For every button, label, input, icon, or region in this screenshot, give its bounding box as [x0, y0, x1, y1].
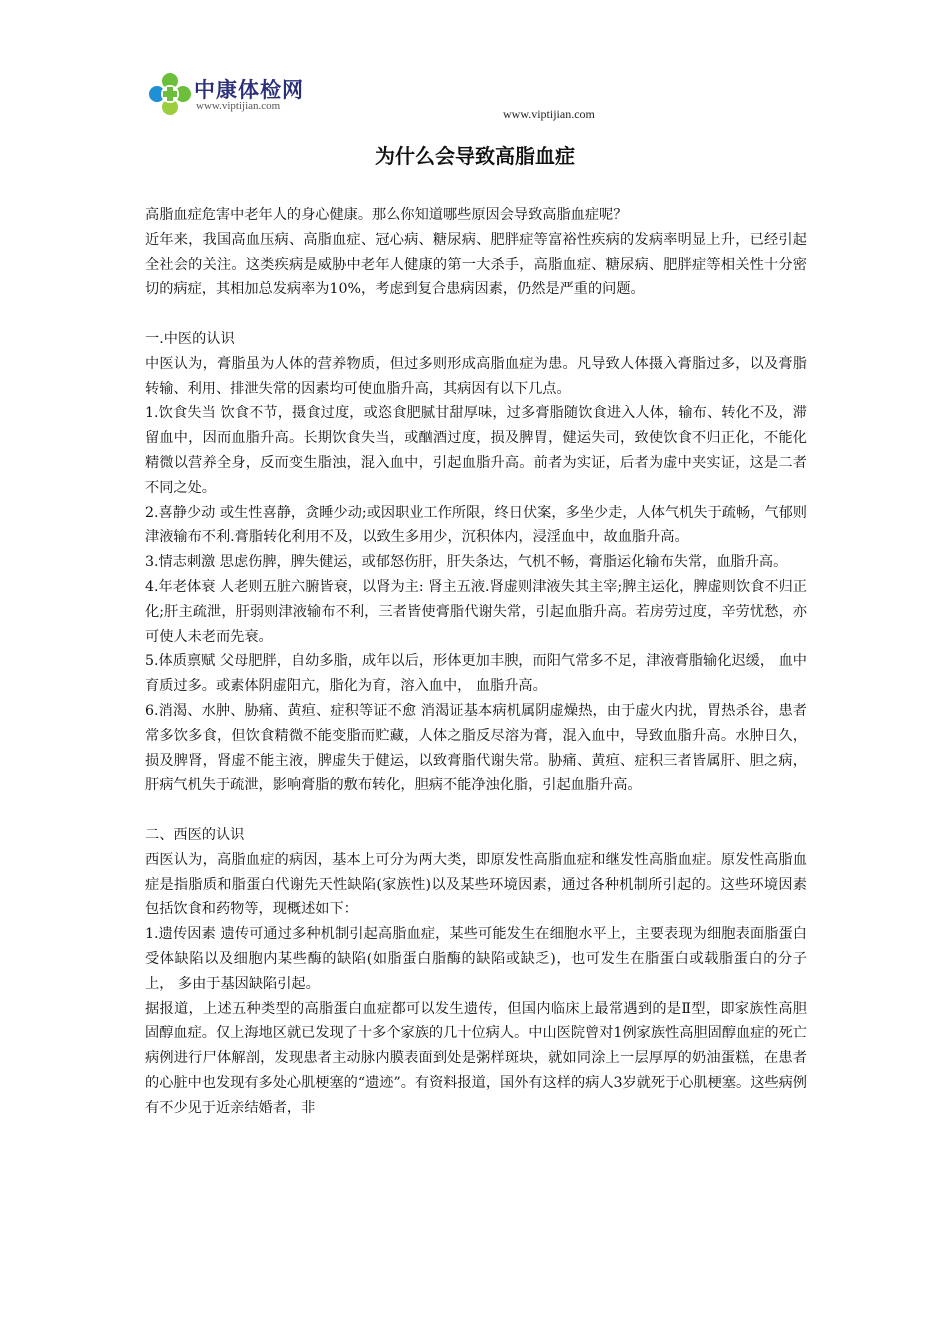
body-paragraph: 2.喜静少动 或生性喜静，贪睡少动;或因职业工作所限，终日伏案，多坐少走，人体气机失于疏畅，气郁则津液输布不利.膏脂转化利用不及，以致生多用少，沉积体内，浸淫血中，故血脂升高。: [145, 504, 807, 546]
logo-name: 中康体检网: [194, 78, 304, 102]
page-title: 为什么会导致高脂血症: [375, 144, 575, 169]
body-paragraph: 中医认为，膏脂虽为人体的营养物质，但过多则形成高脂血症为患。凡导致人体摄入膏脂过多，以及膏脂转输、利用、排泄失常的因素均可使血脂升高，其病因有以下几点。: [145, 355, 807, 397]
body-paragraph: 据报道，上述五种类型的高脂蛋白血症都可以发生遗传，但国内临床上最常遇到的是Ⅱ型，即家族性高胆固醇血症。仅上海地区就已发现了十多个家族的几十位病人。中山医院曾对1例家族性高胆固醇血症的死亡病例进行尸体解剖，发现患者主动脉内膜表面到处是粥样斑块，就如同涂上一层厚厚的奶油蛋糕，在患者的心脏中也发现有多处心肌梗塞的“遗迹”。有资料报道，国外有这样的病人3岁就死于心肌梗塞。这些病例有不少见于近亲结婚者，非: [145, 1000, 807, 1116]
clover-cross-icon: [148, 72, 192, 116]
body-paragraph: 1.遗传因素 遗传可通过多种机制引起高脂血症，某些可能发生在细胞水平上，主要表现为细胞表面脂蛋白受体缺陷以及细胞内某些酶的缺陷(如脂蛋白脂酶的缺陷或缺乏)，也可发生在脂蛋白或载脂蛋白的分子上， 多由于基因缺陷引起。: [145, 926, 807, 992]
body-paragraph: 5.体质禀赋 父母肥胖，自幼多脂，成年以后，形体更加丰腴，而阳气常多不足，津液膏脂输化迟缓， 血中育质过多。或素体阴虚阳亢，脂化为育，溶入血中， 血脂升高。: [145, 653, 807, 695]
intro-paragraph: 近年来，我国高血压病、高脂血症、冠心病、糖尿病、肥胖症等富裕性疾病的发病率明显上升，已经引起全社会的关注。这类疾病是威胁中老年人健康的第一大杀手，高脂血症、糖尿病、肥胖症等相关性十分密切的病症，其相加总发病率为10%，考虑到复合患病因素，仍然是严重的问题。: [145, 231, 807, 298]
site-url[interactable]: www.viptijian.com: [503, 107, 595, 121]
body-paragraph: 1.饮食失当 饮食不节，摄食过度，或恣食肥腻甘甜厚味，过多膏脂随饮食进入人体，输布、转化不及，滞留血中，因而血脂升高。长期饮食失当，或酗酒过度，损及脾胃，健运失司，致使饮食不归正化，不能化精微以营养全身，反而变生脂浊，混入血中，引起血脂升高。前者为实证，后者为虚中夹实证，这是二者不同之处。: [145, 405, 807, 496]
article-body: [145, 203, 807, 1120]
body-paragraph: 3.情志刺激 思虑伤脾，脾失健运，或郁怒伤肝，肝失条达，气机不畅，膏脂运化输布失常，血脂升高。: [145, 554, 788, 571]
body-paragraph: 4.年老体衰 人老则五脏六腑皆衰，以肾为主: 肾主五液.肾虚则津液失其主宰;脾主运化，脾虚则饮食不归正化;肝主疏泄，肝弱则津液输布不利，三者皆使膏脂代谢失常，引起血脂升高。若房劳过度，辛劳忧愁，亦可使人未老而先衰。: [145, 578, 807, 645]
body-paragraph: 西医认为，高脂血症的病因，基本上可分为两大类，即原发性高脂血症和继发性高脂血症。原发性高脂血症是指脂质和脂蛋白代谢先天性缺陷(家族性)以及某些环境因素，通过各种机制所引起的。这些环境因素包括饮食和药物等，现概述如下：: [145, 851, 807, 918]
section-heading: 二、西医的认识: [145, 826, 245, 843]
paragraph-gap: [145, 302, 807, 327]
body-paragraph: 6.消渴、水肿、胁痛、黄疸、症积等证不愈 消渴证基本病机属阴虚燥热，由于虚火内扰，胃热杀谷，患者常多饮多食，但饮食精微不能变脂而贮藏，人体之脂反尽溶为膏，混入血中，导致血脂升高。水肿日久，损及脾肾，肾虚不能主液，脾虚失于健运，以致膏脂代谢失常。胁痛、黄疸、症积三者皆属肝、胆之病，肝病气机失于疏泄，影响膏脂的敷布转化，胆病不能净浊化脂，引起血脂升高。: [145, 702, 807, 794]
intro-paragraph: 高脂血症危害中老年人的身心健康。那么你知道哪些原因会导致高脂血症呢？: [145, 207, 628, 223]
logo-url: www.viptijian.com: [196, 100, 281, 112]
site-logo[interactable]: [148, 70, 348, 118]
section-heading: 一.中医的认识: [145, 330, 235, 347]
paragraph-gap: [145, 798, 807, 823]
